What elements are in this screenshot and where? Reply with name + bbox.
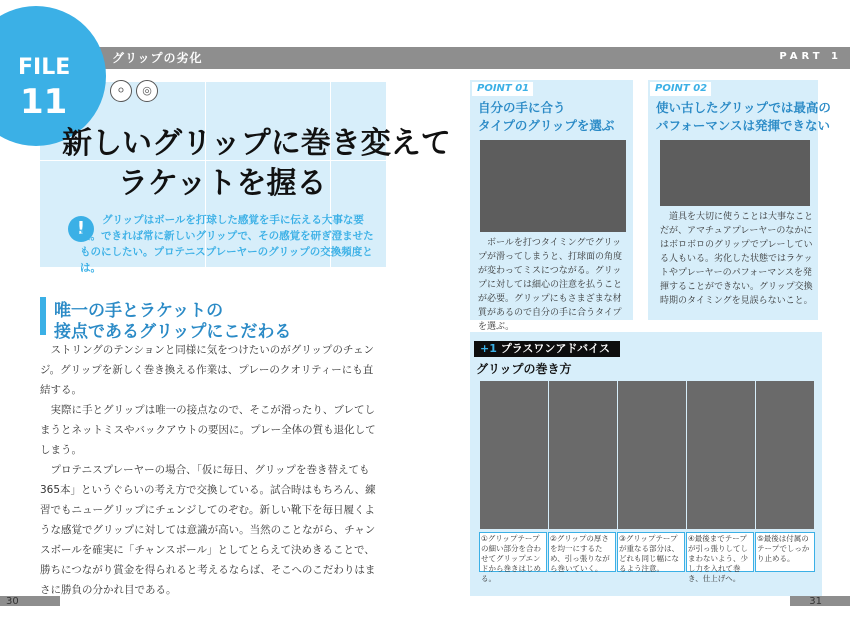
advice-subtitle: グリップの巻き方 <box>476 362 572 376</box>
point-02-text: 道具を大切に使うことは大事なことだが、アマチュアプレーヤーのなかにはボロボロのグリップでプレーしている人もいる。劣化した状態ではラケットやプレーヤーのパフォーマンスを発揮することができない。グリップ交換時期のタイミングを見誤らないこと。 <box>660 212 814 306</box>
exclamation-icon: ! <box>68 216 94 242</box>
file-label: FILE <box>18 55 71 80</box>
lead-text: グリップはボールを打球した感覚を手に伝える大事な要素。できれば常に新しいグリップで、その感覚を研ぎ澄ませたものにしたい。プロテニスプレーヤーのグリップの交換頻度とは。 <box>80 214 374 274</box>
step-2-caption: ②グリップの厚さを均一にするため、引っ張りながら巻いていく。 <box>548 532 616 572</box>
point-01-heading-2: タイプのグリップを選ぶ <box>478 118 615 133</box>
point-02-tag: POINT 02 <box>650 82 711 96</box>
page-number-right: 31 <box>809 596 822 607</box>
file-number: 11 <box>20 82 68 122</box>
step-1-caption: ①グリップテープの細い部分を合わせてグリップエンドから巻きはじめる。 <box>479 532 547 572</box>
section-accent-bar <box>40 297 46 335</box>
point-01-text: ボールを打つタイミングでグリップが滑ってしまうと、打球面の角度が変わってミスにつながる。グリップに対しては細心の注意を払うことが必要。グリップにもさまざまな材質があるので自分の手に合うタイプを選ぶ。 <box>478 238 623 332</box>
point-02-photo <box>660 140 810 206</box>
point-02-heading-2: パフォーマンスは発揮できない <box>656 118 831 133</box>
part-label: PART 1 <box>779 51 842 62</box>
step-3-photo <box>617 381 686 529</box>
body-paragraph-1: ストリングのテンションと同様に気をつけたいのがグリップのチェンジ。グリップを新しく巻き換える作業は、プレーのクオリティーにも直結する。 <box>40 344 375 396</box>
point-02-heading-1: 使い古したグリップでは最高の <box>656 100 831 115</box>
chapter-title: グリップの劣化 <box>112 51 203 65</box>
point-01-tag: POINT 01 <box>472 82 533 96</box>
step-4-caption: ④最後までテープが引っ張りしてしまわないよう、少し力を入れて巻き、仕上げへ。 <box>686 532 754 572</box>
section-heading-line1: 唯一の手とラケットの <box>54 301 224 321</box>
step-5-caption: ⑤最後は付属のテープでしっかり止める。 <box>755 532 815 572</box>
point-01-photo <box>480 140 626 232</box>
section-heading-line2: 接点であるグリップにこだわる <box>54 322 292 342</box>
page-number-left: 30 <box>6 596 19 607</box>
point-01-heading-1: 自分の手に合う <box>478 100 566 115</box>
step-2-photo <box>548 381 617 529</box>
page-title-line1: 新しいグリップに巻き変えて <box>62 126 451 161</box>
step-5-photo <box>755 381 814 529</box>
page-title-line2: ラケットを握る <box>118 166 327 201</box>
body-paragraph-2: 実際に手とグリップは唯一の接点なので、そこが滑ったり、ブレてしまうとネットミスやバックアウトの要因に。プレー全体の質も退化してしまう。 <box>40 404 376 456</box>
step-4-photo <box>686 381 755 529</box>
body-paragraph-3: プロテニスプレーヤーの場合、「仮に毎日、グリップを巻き替えても365本」というぐらいの考え方で交換している。試合時はもちろん、練習でもニューグリップにチェンジしてのぞむ。新しい靴下を毎日履くような感覚でグリップに対しては意識が高い。当然のことながら、チャンスボールを確実に「チャンスボール」としてとらえて決めきることで、勝ちにつながり賞金を得られると考えるならば、そこへのこだわりはまさに勝負の分かれ目である。 <box>40 464 376 596</box>
racket-icon: ◎ <box>136 80 158 102</box>
advice-label: プラスワンアドバイス <box>500 342 611 355</box>
advice-tag <box>474 341 620 357</box>
step-3-caption: ③グリップテープが重なる部分は、どれも同じ幅になるよう注意。 <box>617 532 685 572</box>
tennis-ball-icon: ⚪ <box>110 80 132 102</box>
step-1-photo <box>479 381 548 529</box>
advice-plus: +1 <box>480 342 497 355</box>
